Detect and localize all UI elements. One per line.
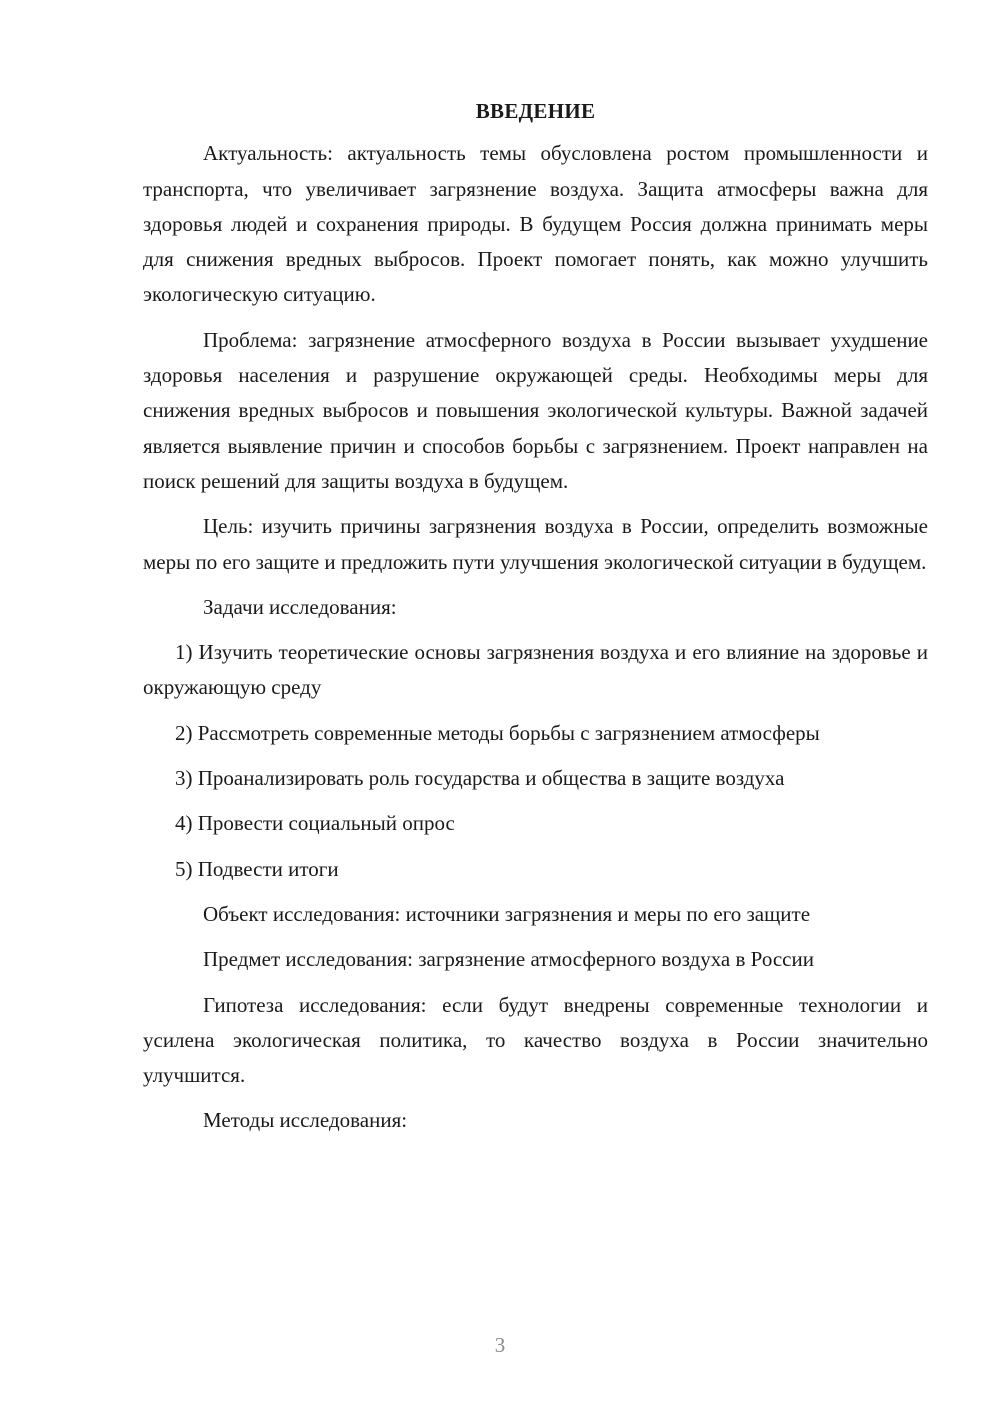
tasks-title: Задачи исследования: [203,594,397,619]
task-item-5: 5) Подвести итоги [175,856,339,881]
methods-title: Методы исследования: [203,1108,408,1133]
task-item-2: 2) Рассмотреть современные методы борьбы с загрязнением атмосферы [175,720,820,745]
task-item-4: 4) Провести социальный опрос [175,811,455,836]
hypothesis-paragraph: Гипотеза исследования: если будут внедрены современные технологии и усилена экологическая политика, то качество воздуха в России значительно улучшится. [143,992,928,1088]
section-heading: ВВЕДЕНИЕ [475,99,596,123]
problem-paragraph: Проблема: загрязнение атмосферного воздуха в России вызывает ухудшение здоровья населения и разрушение окружающей среды. Необходимы меры для снижения вредных выбросов и повышения экологической культуры. Важной задачей является выявление причин и способов борьбы с загрязнением. Проект направлен на поиск решений для защиты воздуха в будущем. [143,327,928,493]
goal-paragraph: Цель: изучить причины загрязнения воздуха в России, определить возможные меры по его защите и предложить пути улучшения экологической ситуации в будущем. [143,514,928,574]
task-item-1: 1) Изучить теоретические основы загрязнения воздуха и его влияние на здоровье и окружающую среду [143,640,928,700]
page-content [143,94,928,1149]
research-subject: Предмет исследования: загрязнение атмосферного воздуха в России [203,947,814,972]
task-item-3: 3) Проанализировать роль государства и общества в защите воздуха [175,766,785,791]
relevance-paragraph: Актуальность: актуальность темы обусловлена ростом промышленности и транспорта, что увеличивает загрязнение воздуха. Защита атмосферы важна для здоровья людей и сохранения природы. В будущем Россия должна принимать меры для снижения вредных выбросов. Проект помогает понять, как можно улучшить экологическую ситуацию. [143,141,928,307]
research-object: Объект исследования: источники загрязнения и меры по его защите [203,901,811,926]
page-number: 3 [494,1333,506,1357]
